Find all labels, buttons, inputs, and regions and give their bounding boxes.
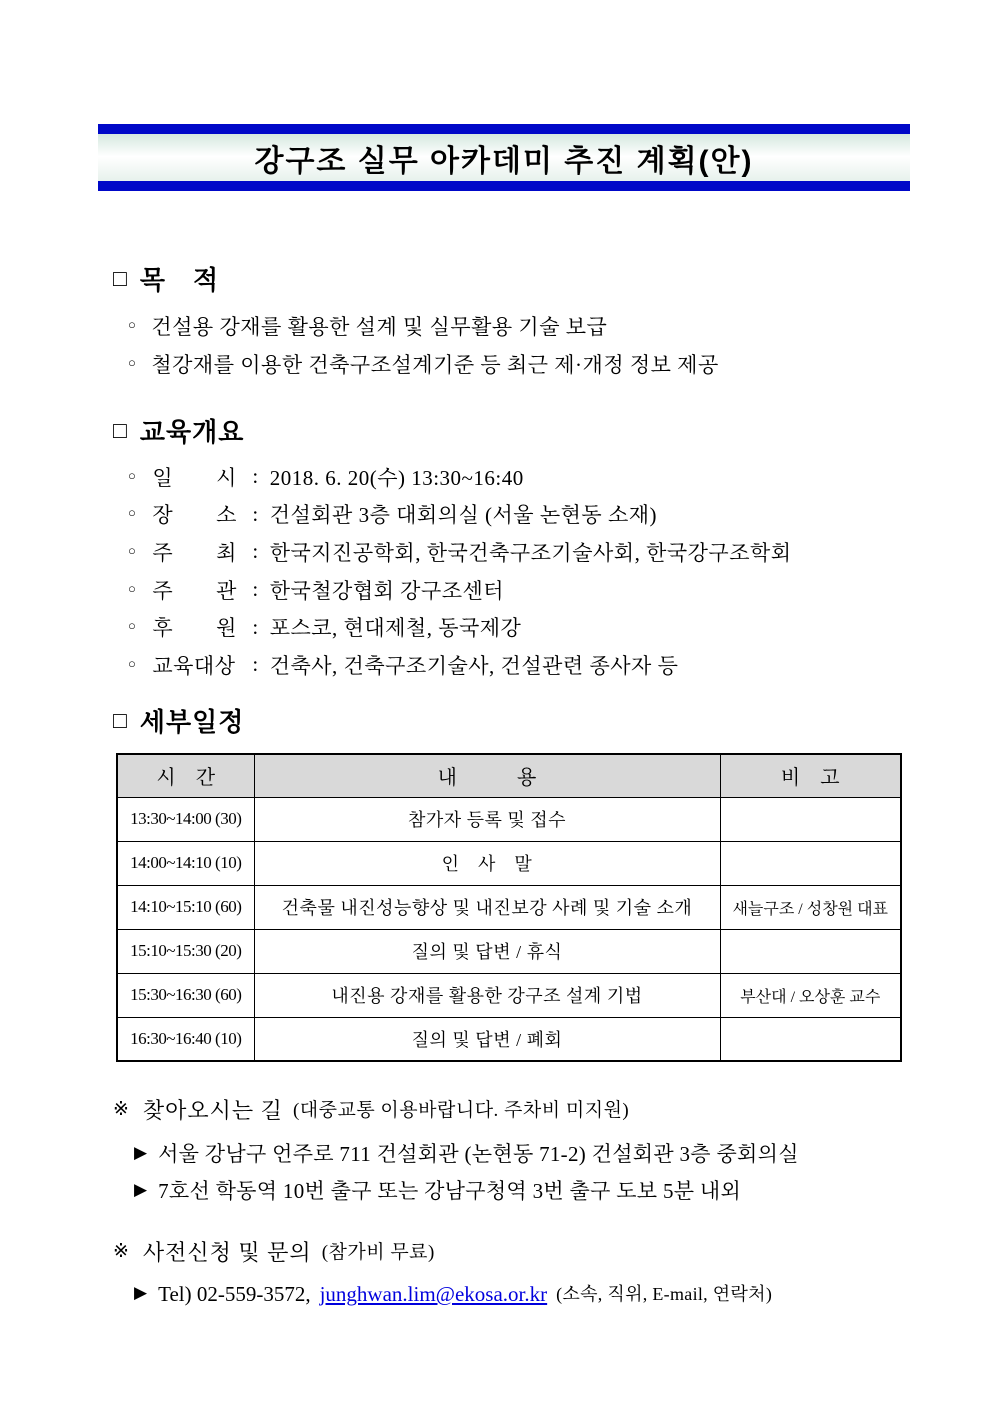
overview-item-label: 일 시 [152, 465, 237, 490]
title-banner [98, 124, 910, 191]
overview-item-label: 교육대상 [152, 653, 236, 678]
circle-bullet-icon: ○ [128, 467, 137, 483]
overview-heading-label: 교육개요 [139, 417, 245, 447]
purpose-item-text: 철강재를 이용한 건축구조설계기준 등 최근 제·개정 정보 제공 [151, 353, 719, 377]
circle-bullet-icon: ○ [128, 355, 137, 370]
overview-item-value: 포스코, 현대제철, 동국제강 [269, 616, 522, 641]
overview-item-audience [128, 646, 792, 684]
overview-item-label: 주 최 [152, 540, 237, 565]
table-header-row [117, 754, 901, 797]
circle-bullet-icon: ○ [128, 505, 137, 521]
schedule-note: 새늘구조 / 성창원 대표 [720, 885, 901, 929]
contact-heading [113, 1238, 435, 1268]
overview-section-heading [113, 416, 244, 448]
directions-item-address [134, 1139, 799, 1169]
column-header-note: 비 고 [720, 754, 901, 797]
contact-note: (참가비 무료) [321, 1242, 435, 1263]
schedule-section-heading [113, 706, 244, 738]
schedule-time: 15:10~15:30 (20) [117, 929, 254, 973]
column-header-time: 시 간 [117, 754, 254, 797]
schedule-table [116, 753, 902, 1062]
banner-top-bar [98, 124, 910, 134]
schedule-note [720, 929, 901, 973]
arrow-bullet-icon: ▶ [134, 1143, 148, 1162]
contact-email-note: (소속, 직위, E-mail, 연락처) [556, 1284, 773, 1304]
column-header-content: 내 용 [254, 754, 720, 797]
purpose-item [128, 345, 719, 383]
overview-item-venue [128, 496, 792, 534]
purpose-item-text: 건설용 강재를 활용한 설계 및 실무활용 기술 보급 [151, 315, 608, 339]
table-row [117, 1017, 901, 1061]
schedule-note [720, 797, 901, 841]
colon-separator: : [252, 614, 259, 639]
email-link[interactable]: junghwan.lim@ekosa.or.kr [319, 1282, 548, 1306]
directions-item-subway [134, 1176, 741, 1206]
circle-bullet-icon: ○ [128, 618, 137, 634]
schedule-heading-label: 세부일정 [139, 707, 245, 737]
overview-item-value: 2018. 6. 20(수) 13:30~16:40 [269, 465, 524, 490]
purpose-list [128, 307, 719, 383]
table-row [117, 973, 901, 1017]
square-bullet-icon: □ [113, 418, 128, 443]
overview-item-value: 한국지진공학회, 한국건축구조기술사회, 한국강구조학회 [269, 540, 792, 565]
page-title: 강구조 실무 아카데미 추진 계획(안) [254, 144, 754, 178]
colon-separator: : [252, 577, 259, 602]
schedule-content: 건축물 내진성능향상 및 내진보강 사례 및 기술 소개 [254, 885, 720, 929]
table-row [117, 885, 901, 929]
reference-mark-icon: ※ [113, 1099, 129, 1120]
schedule-content: 질의 및 답변 / 휴식 [254, 929, 720, 973]
schedule-content: 참가자 등록 및 접수 [254, 797, 720, 841]
directions-item-text: 서울 강남구 언주로 711 건설회관 (논현동 71-2) 건설회관 3층 중회의실 [158, 1142, 799, 1166]
table-row [117, 841, 901, 885]
schedule-time: 16:30~16:40 (10) [117, 1017, 254, 1061]
directions-item-text: 7호선 학동역 10번 출구 또는 강남구청역 3번 출구 도보 5분 내외 [158, 1179, 742, 1203]
purpose-section-heading [113, 264, 219, 296]
directions-title: 찾아오시는 길 [142, 1098, 283, 1123]
colon-separator: : [252, 464, 259, 489]
banner-body [98, 134, 910, 181]
schedule-content: 내진용 강재를 활용한 강구조 설계 기법 [254, 973, 720, 1017]
overview-item-sponsor [128, 608, 792, 646]
directions-note: (대중교통 이용바랍니다. 주차비 미지원) [292, 1100, 630, 1121]
colon-separator: : [252, 652, 259, 677]
square-bullet-icon: □ [113, 708, 128, 733]
contact-title: 사전신청 및 문의 [142, 1240, 312, 1265]
overview-item-label: 후 원 [152, 616, 237, 641]
overview-item-value: 건축사, 건축구조기술사, 건설관련 종사자 등 [269, 653, 679, 678]
contact-line [134, 1279, 772, 1309]
overview-item-organizer [128, 571, 792, 609]
reference-mark-icon: ※ [113, 1241, 129, 1262]
arrow-bullet-icon: ▶ [134, 1180, 148, 1199]
schedule-time: 14:10~15:10 (60) [117, 885, 254, 929]
overview-list [128, 458, 792, 684]
table-row [117, 929, 901, 973]
colon-separator: : [252, 539, 259, 564]
table-row [117, 797, 901, 841]
overview-item-label: 장 소 [152, 503, 237, 528]
circle-bullet-icon: ○ [128, 542, 137, 558]
overview-item-value: 한국철강협회 강구조센터 [269, 578, 505, 603]
directions-heading [113, 1096, 629, 1126]
schedule-content: 인 사 말 [254, 841, 720, 885]
schedule-note: 부산대 / 오상훈 교수 [720, 973, 901, 1017]
schedule-content: 질의 및 답변 / 폐회 [254, 1017, 720, 1061]
schedule-time: 13:30~14:00 (30) [117, 797, 254, 841]
overview-item-value: 건설회관 3층 대회의실 (서울 논현동 소재) [269, 503, 658, 528]
banner-bottom-bar [98, 181, 910, 191]
schedule-note [720, 841, 901, 885]
circle-bullet-icon: ○ [128, 580, 137, 596]
overview-item-host [128, 533, 792, 571]
schedule-note [720, 1017, 901, 1061]
circle-bullet-icon: ○ [128, 317, 137, 332]
overview-item-datetime [128, 458, 792, 496]
phone-number: Tel) 02-559-3572, [158, 1282, 311, 1306]
square-bullet-icon: □ [113, 266, 128, 291]
colon-separator: : [252, 501, 259, 526]
purpose-heading-label: 목 적 [139, 265, 220, 295]
circle-bullet-icon: ○ [128, 655, 137, 671]
purpose-item [128, 307, 719, 345]
arrow-bullet-icon: ▶ [134, 1283, 148, 1302]
schedule-time: 15:30~16:30 (60) [117, 973, 254, 1017]
overview-item-label: 주 관 [152, 578, 237, 603]
schedule-time: 14:00~14:10 (10) [117, 841, 254, 885]
